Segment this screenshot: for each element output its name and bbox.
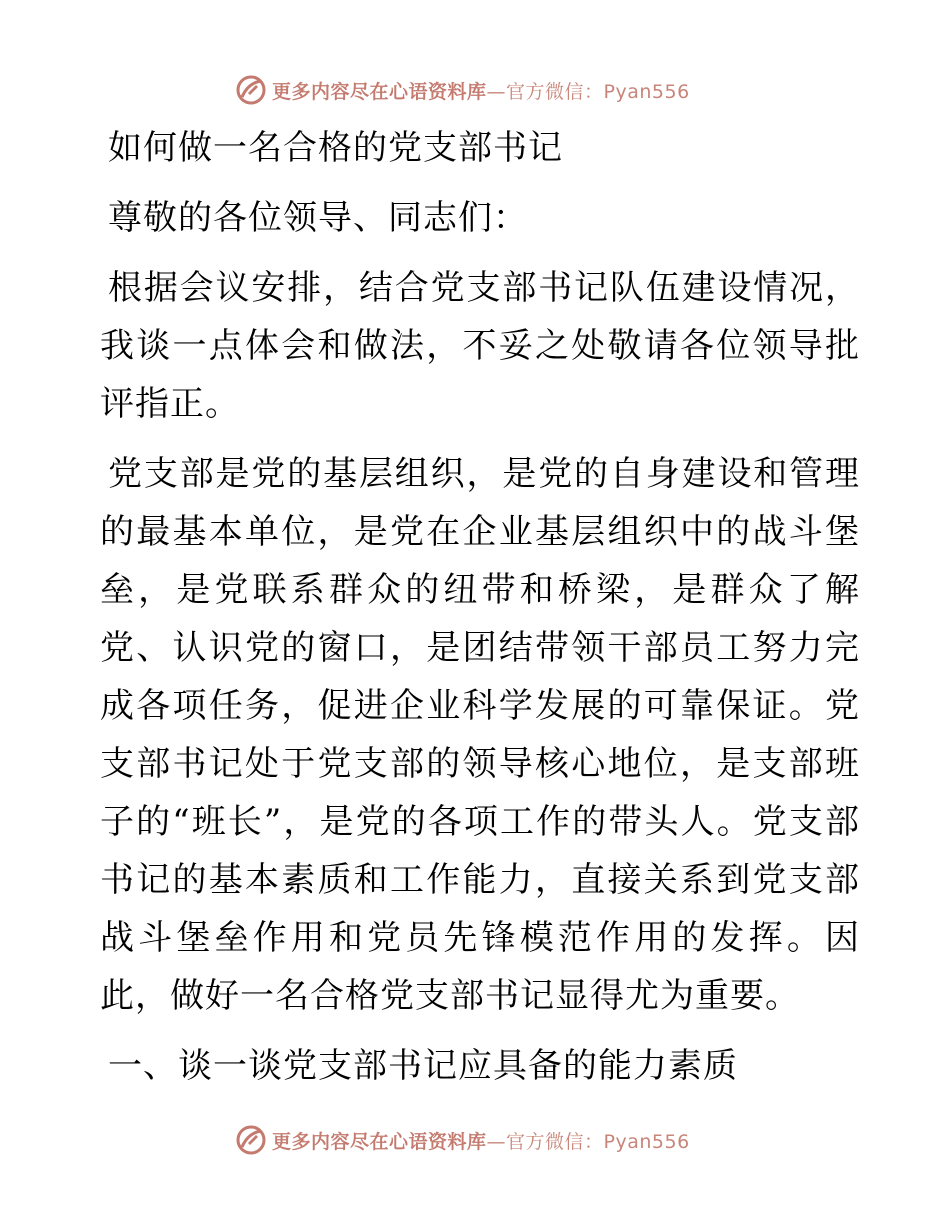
salutation: 尊敬的各位领导、同志们：: [108, 198, 528, 238]
watermark-header: [234, 72, 690, 108]
watermark-text: 更多内容尽在心语资料库—官方微信：Pyan556: [272, 1130, 690, 1153]
document-title: 如何做一名合格的党支部书记: [108, 128, 563, 168]
pen-swirl-logo-icon: [234, 73, 268, 107]
document-body: [100, 119, 860, 1095]
paragraph-2: 党支部是党的基层组织，是党的自身建设和管理的最基本单位，是党在企业基层组织中的战斗堡垒，是党联系群众的纽带和桥梁，是群众了解党、认识党的窗口，是团结带领干部员工努力完成各项任务，促进企业科学发展的可靠保证。党支部书记处于党支部的领导核心地位，是支部班子的“班长”，是党的各项工作的带头人。党支部书记的基本素质和工作能力，直接关系到党支部战斗堡垒作用和党员先锋模范作用的发挥。因此，做好一名合格党支部书记显得尤为重要。: [100, 454, 860, 1016]
watermark-footer: [234, 1122, 690, 1158]
pen-swirl-logo-icon: [234, 1123, 268, 1157]
section-heading: 一、谈一谈党支部书记应具备的能力素质: [108, 1046, 738, 1086]
watermark-text: 更多内容尽在心语资料库—官方微信：Pyan556: [272, 80, 690, 103]
paragraph-1: 根据会议安排，结合党支部书记队伍建设情况，我谈一点体会和做法，不妥之处敬请各位领导批评指正。: [100, 268, 860, 424]
